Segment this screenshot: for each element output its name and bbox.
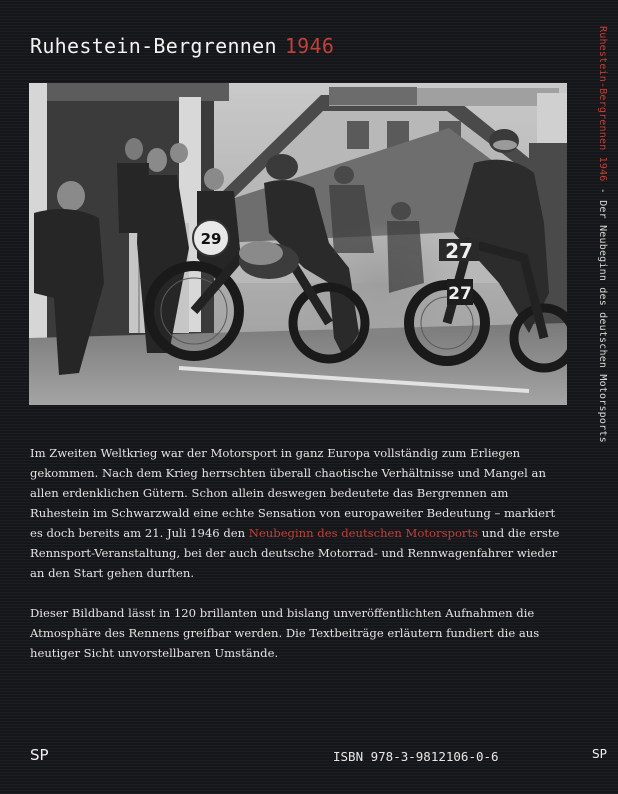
blurb-paragraph-1	[30, 443, 566, 583]
spine-subtitle: Der Neubeginn des deutschen Motorsports	[597, 200, 608, 443]
publisher-logo-spine: SP	[592, 747, 607, 761]
spine-text	[597, 26, 608, 443]
spine-title: Ruhestein-Bergrennen 1946	[597, 26, 608, 182]
cover-photo	[29, 83, 567, 405]
blurb-paragraph-2: Dieser Bildband lässt in 120 brillanten und bislang unveröffentlichten Aufnahmen die Atmosphäre des Rennens greifbar werden. Die Textbeiträge erläutern fundiert die aus heutiger Sicht unvorstellbaren Umstände.	[30, 606, 540, 660]
title-year: 1946	[284, 34, 335, 58]
paragraph-1-highlight: Neubeginn des deutschen Motorsports	[248, 526, 479, 540]
start-number-27-front: 27	[448, 284, 472, 304]
title-text: Ruhestein-Bergrennen	[30, 34, 277, 58]
start-number-27-plate: 27	[445, 239, 473, 263]
paragraph-1-end: und die erste Rennsport-Veranstaltung, bei der auch deutsche Motorrad- und Rennwagenfahrer wieder an den Start gehen durften.	[30, 526, 560, 580]
publisher-logo-left: SP	[30, 746, 49, 764]
spine-separator: -	[597, 181, 608, 201]
isbn: ISBN 978-3-9812106-0-6	[333, 749, 499, 764]
book-title	[30, 34, 334, 58]
paragraph-1-start: Im Zweiten Weltkrieg war der Motorsport in ganz Europa vollständig zum Erliegen gekommen. Nach dem Krieg herrschten überall chaotische Verhältnisse und Mangel an allen erdenklichen Gütern. Schon allein deswegen bedeutete das Bergrennen am Ruhestein im Schwarzwald eine echte Sensation von europaweiter Bedeutung – markiert es doch bereits am 21. Juli 1946 den	[30, 446, 556, 540]
start-number-29: 29	[200, 230, 222, 248]
blurb	[30, 443, 566, 663]
